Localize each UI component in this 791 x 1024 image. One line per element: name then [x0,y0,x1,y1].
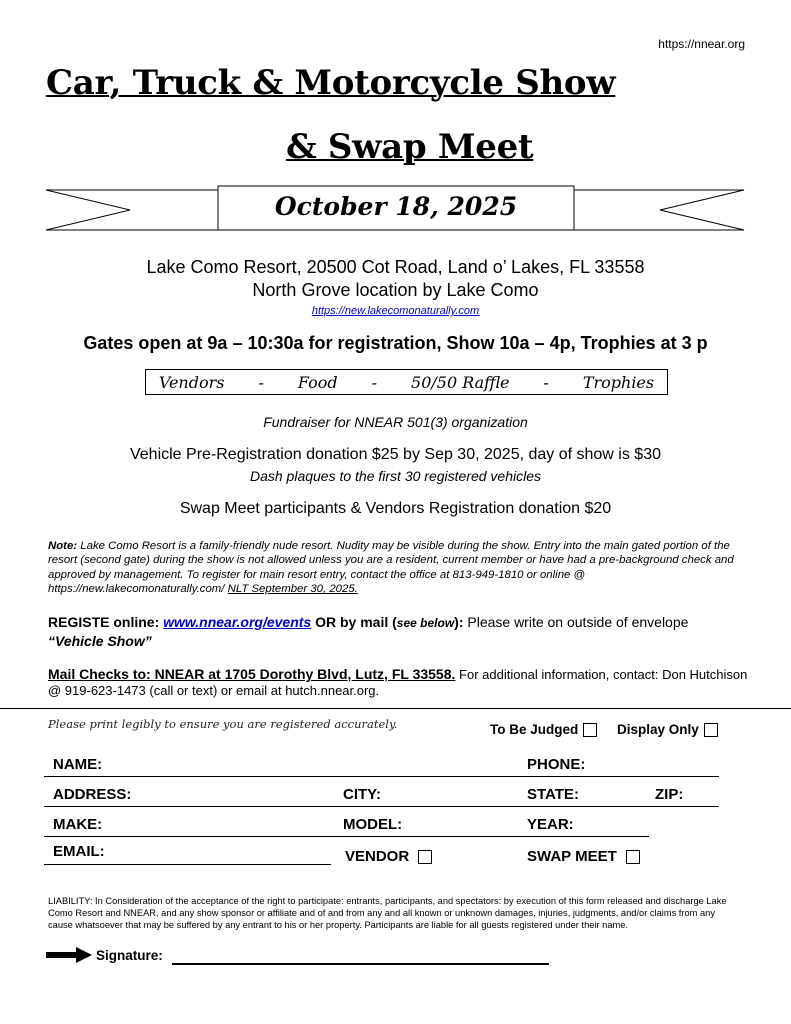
vendor-checkbox[interactable] [418,850,432,864]
model-label: MODEL: [343,816,403,833]
signature-label: Signature: [96,948,163,963]
resort-note [48,539,738,597]
swap-meet-option[interactable] [527,848,640,865]
print-legibly-note: Please print legibly to ensure you are registered accurately. [48,717,398,731]
feature-vendors: Vendors [158,372,225,392]
display-only-checkbox[interactable] [704,723,718,737]
name-label: NAME: [53,756,103,773]
site-url[interactable]: https://nnear.org [658,37,745,51]
swap-meet-checkbox[interactable] [626,850,640,864]
to-be-judged-option[interactable] [490,722,597,737]
register-or-mail: OR by mail ( [315,614,397,630]
register-see-below: see below [396,616,455,630]
event-hours: Gates open at 9a – 10:30a for registration, Show 10a – 4p, Trophies at 3 p [83,333,708,353]
form-divider [0,708,791,709]
features-box [145,369,668,395]
email-line[interactable] [44,864,331,865]
email-label: EMAIL: [53,843,105,860]
swap-meet-fee-text: Swap Meet participants & Vendors Registration donation $20 [179,500,612,517]
mail-checks-info [48,666,748,699]
to-be-judged-checkbox[interactable] [583,723,597,737]
arrow-right-icon [46,947,92,963]
feature-raffle: 50/50 Raffle [411,372,510,392]
mail-contact-info: For additional information, contact: Don Hutchison @ 919-623-1473 (call or text) or email at hutch.nnear.org. [48,667,748,698]
ribbon-left-tail [46,190,222,230]
state-label: STATE: [527,786,579,803]
year-label: YEAR: [527,816,574,833]
registration-instructions [48,613,738,650]
address-line[interactable] [44,806,719,807]
mail-label: Mail Checks to: NNEAR at 1705 Dorothy Blvd, Lutz, FL 33558. [48,666,456,682]
feature-food: Food [297,372,338,392]
register-close: ): [454,614,464,630]
zip-label: ZIP: [655,786,684,803]
city-label: CITY: [343,786,382,803]
title-line-2: & Swap Meet [286,127,534,167]
feature-separator: - [258,372,264,392]
feature-trophies: Trophies [582,372,655,392]
preregistration-text: Vehicle Pre-Registration donation $25 by Sep 30, 2025, day of show is $30 [129,446,661,463]
signature-line[interactable] [172,963,549,965]
register-instruction: Please write on outside of envelope [467,614,689,630]
swap-meet-label: SWAP MEET [527,848,617,865]
feature-separator: - [543,372,549,392]
register-label: REGISTE online: [48,614,160,630]
note-label: Note: [48,540,78,552]
liability-text: LIABILITY: In Consideration of the acceptance of the right to participate: entrants, participants, and spectators: by execution of this form released and discharge Lake Como Resort and NNEAR, and any show sponsor or affiliate and of and from any and all known or unknown damages, injuries, judgments, and/or claims from any cause whatsoever that may be suffered by any entrant to his or her property. Participants are liable for all guests registered under their name. [48,896,727,930]
vehicle-line[interactable] [44,836,649,837]
title-line-1: Car, Truck & Motorcycle Show [46,63,616,103]
to-be-judged-label: To Be Judged [490,722,579,737]
vendor-option[interactable] [345,848,432,865]
note-deadline: NLT September 30, 2025. [227,583,358,596]
venue-address: Lake Como Resort, 20500 Cot Road, Land o’ Lakes, FL 33558 [146,257,645,277]
event-date: October 18, 2025 [274,192,518,221]
display-only-option[interactable] [617,722,718,737]
ribbon-right-tail [572,190,744,230]
display-only-label: Display Only [617,722,699,737]
register-link[interactable]: www.nnear.org/events [163,614,312,630]
note-text: Lake Como Resort is a family-friendly nude resort. Nudity may be visible during the show. Entry into the main gated portion of the resort (second gate) during the show is not allowed unless you are a resident, current member or have had a pre-background check and approved by management. To register for main resort entry, contact the office at 813-949-1810 or online @ https://new.lakecomonaturally.com/ [48,540,734,596]
feature-separator: - [371,372,378,392]
venue-url-link[interactable]: https://new.lakecomonaturally.com [311,305,480,317]
register-vehicle-show: “Vehicle Show” [48,633,152,649]
vendor-label: VENDOR [345,848,410,865]
make-label: MAKE: [53,816,103,833]
phone-label: PHONE: [527,756,586,773]
dash-plaques-text: Dash plaques to the first 30 registered vehicles [249,468,542,484]
fundraiser-text: Fundraiser for NNEAR 501(3) organization [263,414,528,430]
name-phone-line[interactable] [44,776,719,777]
venue-location: North Grove location by Lake Como [252,280,539,300]
address-label: ADDRESS: [53,786,132,803]
